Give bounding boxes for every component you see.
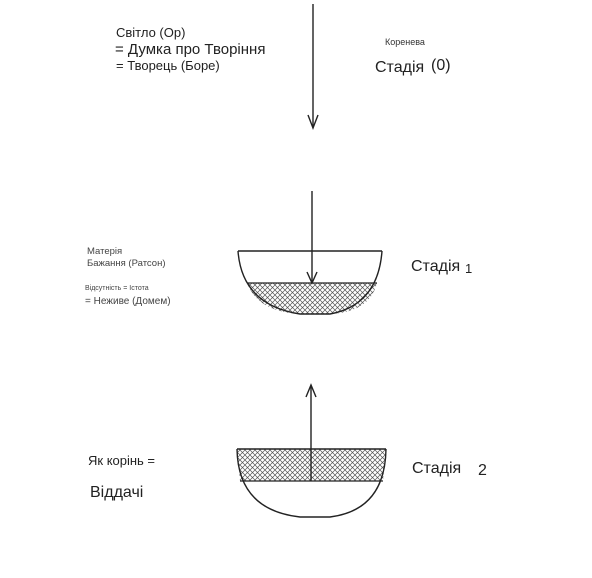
- desire-label: Бажання (Ратсон): [87, 258, 166, 269]
- stage0-label: Стадія: [375, 59, 425, 76]
- absence-creature-label: Відсутність = Істота: [85, 285, 149, 292]
- matter-label: Матерія: [87, 246, 123, 257]
- stage1-bowl-fill: [247, 283, 377, 314]
- inanimate-label: = Неживе (Домем): [85, 296, 171, 307]
- light-down-arrow: [308, 4, 318, 128]
- thought-of-creation-label: = Думка про Творіння: [115, 41, 266, 58]
- stage1-down-arrow: [307, 191, 317, 283]
- stage2-label: Стадія: [412, 460, 462, 477]
- stage1-label: Стадія: [411, 258, 461, 275]
- stage1-bowl: [238, 251, 382, 314]
- stage2-number: 2: [478, 462, 487, 479]
- bestowal-label: Віддачі: [90, 484, 144, 501]
- stage0-number: (0): [431, 57, 451, 74]
- stage1-number: 1: [465, 261, 473, 276]
- creator-label: = Творець (Боре): [116, 58, 220, 73]
- light-label: Світло (Ор): [116, 25, 186, 40]
- as-root-label: Як корінь =: [88, 453, 156, 468]
- stage0-root-label: Коренева: [385, 37, 425, 47]
